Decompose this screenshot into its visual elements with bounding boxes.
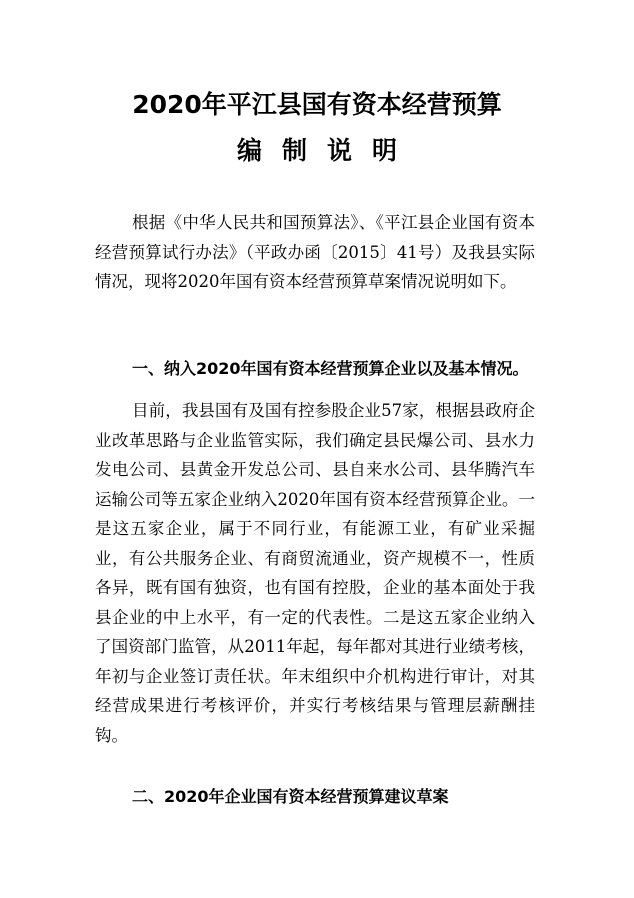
document-subtitle: 编制说明 xyxy=(236,136,417,165)
section-1-heading: 一、纳入2020年国有资本经营预算企业以及基本情况。 xyxy=(132,359,529,378)
intro-paragraph: 根据《中华人民共和国预算法》、《平江县企业国有资本经营预算试行办法》（平政办函〔2015〕41号）及我县实际情况，现将2020年国有资本经营预算草案情况说明如下。 xyxy=(95,213,535,291)
document-title: 2020年平江县国有资本经营预算 xyxy=(132,90,502,119)
section-2-heading: 二、2020年企业国有资本经营预算建议草案 xyxy=(132,787,449,806)
section-1-paragraph: 目前，我县国有及国有控参股企业57家，根据县政府企业改革思路与企业监管实际，我们确定县民爆公司、县水力发电公司、县黄金开发总公司、县自来水公司、县华腾汽车运输公司等五家企业纳入2020年国有资本经营预算企业。一是这五家企业，属于不同行业，有能源工业，有矿业采掘业，有公共服务企业、有商贸流通业，资产规模不一，性质各异，既有国有独资，也有国有控股，企业的基本面处于我县企业的中上水平，有一定的代表性。二是这五家企业纳入了国资部门监管，从2011年起，每年都对其进行业绩考核，年初与企业签订责任状。年末组织中介机构进行审计，对其经营成果进行考核评价，并实行考核结果与管理层薪酬挂钩。 xyxy=(95,401,535,745)
